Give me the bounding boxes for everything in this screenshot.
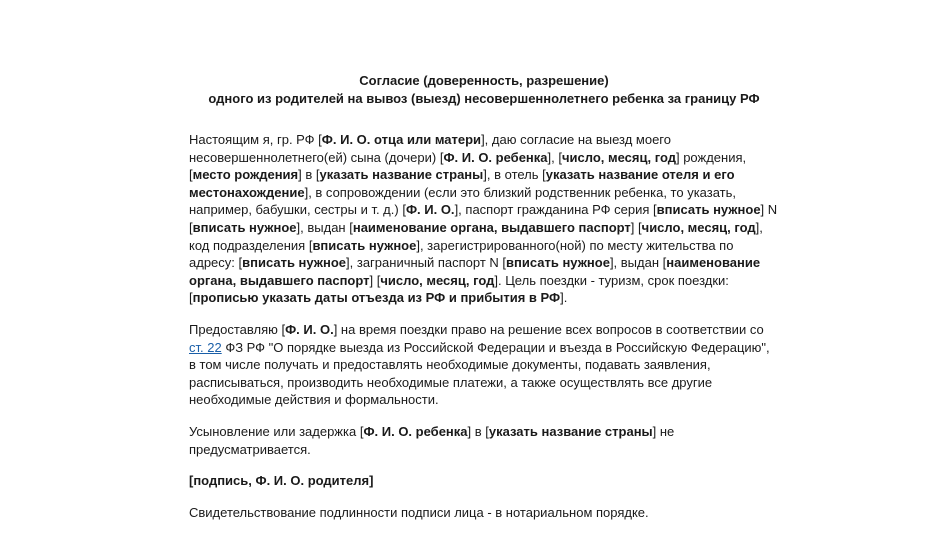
placeholder-representative-name: Ф. И. О.: [285, 321, 334, 337]
text: ], выдан [: [609, 255, 667, 271]
placeholder-passport-series: вписать нужное: [656, 202, 761, 218]
signature-line: [189, 472, 779, 490]
text: ] в [: [467, 423, 489, 439]
placeholder-passport-number: вписать нужное: [192, 219, 297, 235]
placeholder-foreign-issue-date: число, месяц, год: [380, 272, 495, 288]
placeholder-birth-place: место рождения: [192, 167, 299, 183]
text: ФЗ РФ "О порядке выезда из Российской Федерации и въезда в Российскую Федерацию", в том числе получать и предоставлять необходимые документы, подавать заявления, расписываться, производить необходимые платежи, а также осуществлять все другие необходимые действия и формальности.: [189, 339, 770, 408]
signature-placeholder: [подпись, Ф. И. О. родителя]: [189, 473, 374, 489]
text: ], выдан [: [296, 219, 353, 235]
title-line-1: Согласие (доверенность, разрешение): [359, 73, 609, 88]
document: [189, 72, 779, 535]
placeholder-foreign-issuing-authority: наименование органа, выдавшего паспорт: [189, 255, 761, 288]
text: ] [: [630, 219, 642, 235]
text: ].: [560, 290, 568, 306]
adoption-paragraph: [189, 423, 779, 458]
placeholder-child-name: Ф. И. О. ребенка: [363, 423, 468, 439]
text: ] [: [369, 272, 381, 288]
text: ] не предусматривается.: [189, 423, 675, 457]
text: ], в сопровождении (если это близкий родственник ребенка, то указать, например, бабушки, сестры и т. д.) [: [189, 184, 737, 218]
placeholder-companion-name: Ф. И. О.: [405, 202, 455, 218]
text: ] на время поездки право на решение всех вопросов в соответствии со: [333, 321, 764, 337]
text: Настоящим я, гр. РФ [: [189, 132, 322, 147]
text: ], заграничный паспорт N [: [346, 255, 507, 271]
text: Усыновление или задержка [: [189, 423, 364, 439]
consent-paragraph: [189, 131, 779, 307]
placeholder-foreign-passport-number: вписать нужное: [506, 255, 610, 271]
text: Предоставляю [: [189, 321, 286, 337]
placeholder-issuing-authority: наименование органа, выдавшего паспорт: [352, 219, 631, 235]
placeholder-country: указать название страны: [319, 167, 484, 183]
placeholder-address: вписать нужное: [242, 255, 347, 271]
text: ], в отель [: [483, 167, 546, 183]
placeholder-issue-date: число, месяц, год: [641, 219, 756, 235]
placeholder-travel-dates: прописью указать даты отъезда из РФ и прибытия в РФ: [192, 290, 561, 306]
text: ], код подразделения [: [189, 219, 763, 253]
authority-paragraph: [189, 321, 779, 409]
text: ] в [: [298, 167, 320, 183]
text: ], [: [547, 149, 562, 165]
placeholder-country: указать название страны: [488, 423, 653, 439]
text: ] N [: [189, 202, 778, 235]
placeholder-parent-name: Ф. И. О. отца или матери: [321, 132, 482, 147]
placeholder-child-name: Ф. И. О. ребенка: [443, 149, 548, 165]
notary-paragraph: Свидетельствование подлинности подписи лица - в нотариальном порядке.: [189, 504, 649, 520]
placeholder-division-code: вписать нужное: [312, 237, 417, 253]
placeholder-birth-date: число, месяц, год: [561, 149, 676, 165]
text: ], паспорт гражданина РФ серия [: [454, 202, 657, 218]
text: ], зарегистрированного(ной) по месту жительства по адресу: [: [189, 237, 734, 271]
text: ]. Цель поездки - туризм, срок поездки: [: [189, 272, 729, 306]
article-22-link[interactable]: ст. 22: [189, 339, 222, 355]
placeholder-hotel: указать название отеля и его местонахождение: [189, 167, 735, 200]
text: ], даю согласие на выезд моего несовершеннолетнего(ей) сына (дочери) [: [189, 132, 671, 165]
text: ] рождения, [: [189, 149, 747, 183]
document-title: [189, 72, 779, 108]
title-line-2: одного из родителей на вывоз (выезд) несовершеннолетнего ребенка за границу РФ: [208, 91, 760, 106]
